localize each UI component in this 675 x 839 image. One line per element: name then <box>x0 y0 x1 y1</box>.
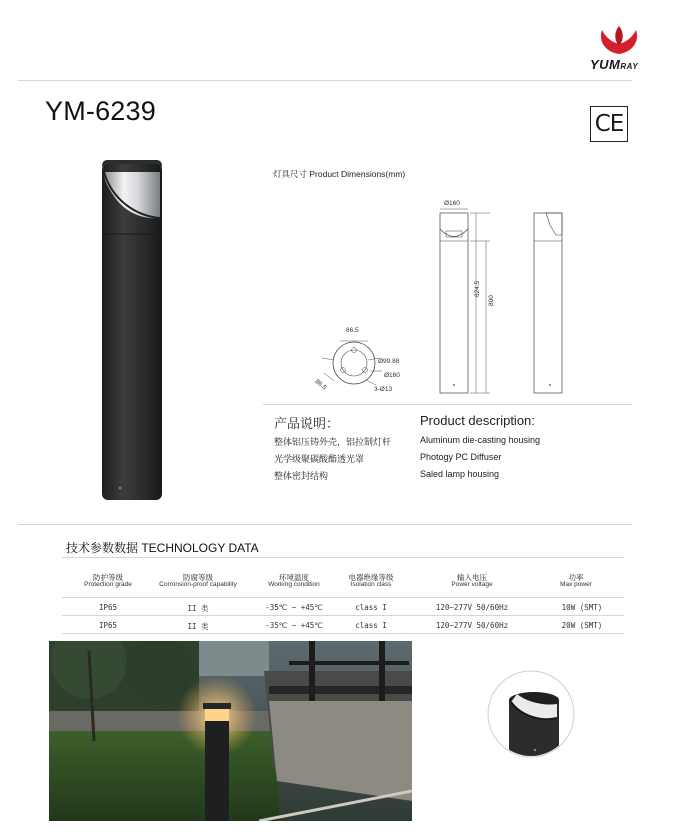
table-cell: 10W (SMT) <box>561 603 603 612</box>
description-cn-line: 光学级聚碳酸酯透光罩 <box>274 454 365 464</box>
description-cn-title: 产品说明： <box>274 416 340 431</box>
dim-plan-holes: 3-Ø13 <box>374 386 393 393</box>
description-cn-line: 整体密封结构 <box>274 471 329 481</box>
section-divider <box>18 524 632 525</box>
table-cell: II 类 <box>187 604 209 613</box>
table-cell: II 类 <box>187 622 209 631</box>
tech-header-cn: 防腐等级 <box>183 573 213 582</box>
description-en-title: Product description: <box>420 413 535 428</box>
table-cell: -35℃ ~ +45℃ <box>265 621 323 630</box>
model-number: YM-6239 <box>45 96 156 126</box>
dimension-drawing <box>300 195 590 405</box>
dim-plan-inner-dia: Ø99.88 <box>378 358 400 365</box>
ce-mark-label: CE <box>594 111 624 137</box>
table-cell: 20W (SMT) <box>561 621 603 630</box>
dim-plan-side: 86.5 <box>313 378 328 392</box>
description-en-line: Saled lamp housing <box>420 469 500 479</box>
tech-header-en: Corronsion-proof capability <box>159 581 237 588</box>
description-cn-line: 整体铝压铸外壳，铝拉制灯杆 <box>274 437 392 447</box>
tech-header-en: Working condition <box>268 581 320 588</box>
table-row-divider <box>62 615 624 616</box>
table-cell: 120~277V 50/60Hz <box>435 621 509 630</box>
flower-logo-icon <box>592 24 654 58</box>
header-divider <box>18 80 632 81</box>
tech-header-cn: 电器绝缘等级 <box>348 573 394 582</box>
tech-header-cn: 输入电压 <box>457 573 487 582</box>
table-row-divider <box>62 633 624 634</box>
description-en-line: Aluminum die-casting housing <box>420 435 541 445</box>
table-cell: class I <box>355 621 387 630</box>
product-render <box>92 160 172 500</box>
dim-diameter-top: Ø160 <box>444 200 460 207</box>
dim-plan-width: 86.5 <box>346 327 359 334</box>
dim-height-inner: 624.5 <box>474 280 481 297</box>
tech-header-en: Max power <box>560 581 592 588</box>
brand-wordmark <box>590 57 638 72</box>
brand-name: YUM <box>590 57 621 72</box>
garden-scene-image <box>49 641 412 821</box>
dim-height-total: 800 <box>488 295 495 306</box>
table-cell: 120~277V 50/60Hz <box>435 603 509 612</box>
brand-suffix: RAY <box>620 62 639 71</box>
tech-header-cn: 功率 <box>568 573 584 582</box>
table-cell: class I <box>355 603 387 612</box>
dimensions-title: 灯具尺寸 Product Dimensions(mm) <box>273 169 406 179</box>
tech-header-en: Isolation class <box>350 581 392 588</box>
tech-header-cn: 防护等级 <box>93 573 123 582</box>
tech-title: 技术参数数据 TECHNOLOGY DATA <box>66 541 259 555</box>
description-en-line: Photogy PC Diffuser <box>420 452 502 462</box>
ce-mark <box>590 106 628 142</box>
table-cell: IP65 <box>98 621 118 630</box>
table-row-divider <box>62 597 624 598</box>
tech-header-en: Power voltage <box>451 581 493 588</box>
table-cell: IP65 <box>98 603 118 612</box>
dimensions-divider <box>263 404 632 405</box>
tech-title-underline <box>62 557 624 558</box>
tech-header-cn: 环境温度 <box>279 573 309 582</box>
tech-header-en: Protection grade <box>84 581 132 588</box>
brand-logo <box>588 24 650 74</box>
table-cell: -35℃ ~ +45℃ <box>265 603 323 612</box>
installation-photo <box>49 641 412 821</box>
detail-closeup-image <box>487 670 575 758</box>
dim-plan-outer-dia: Ø160 <box>384 372 400 379</box>
